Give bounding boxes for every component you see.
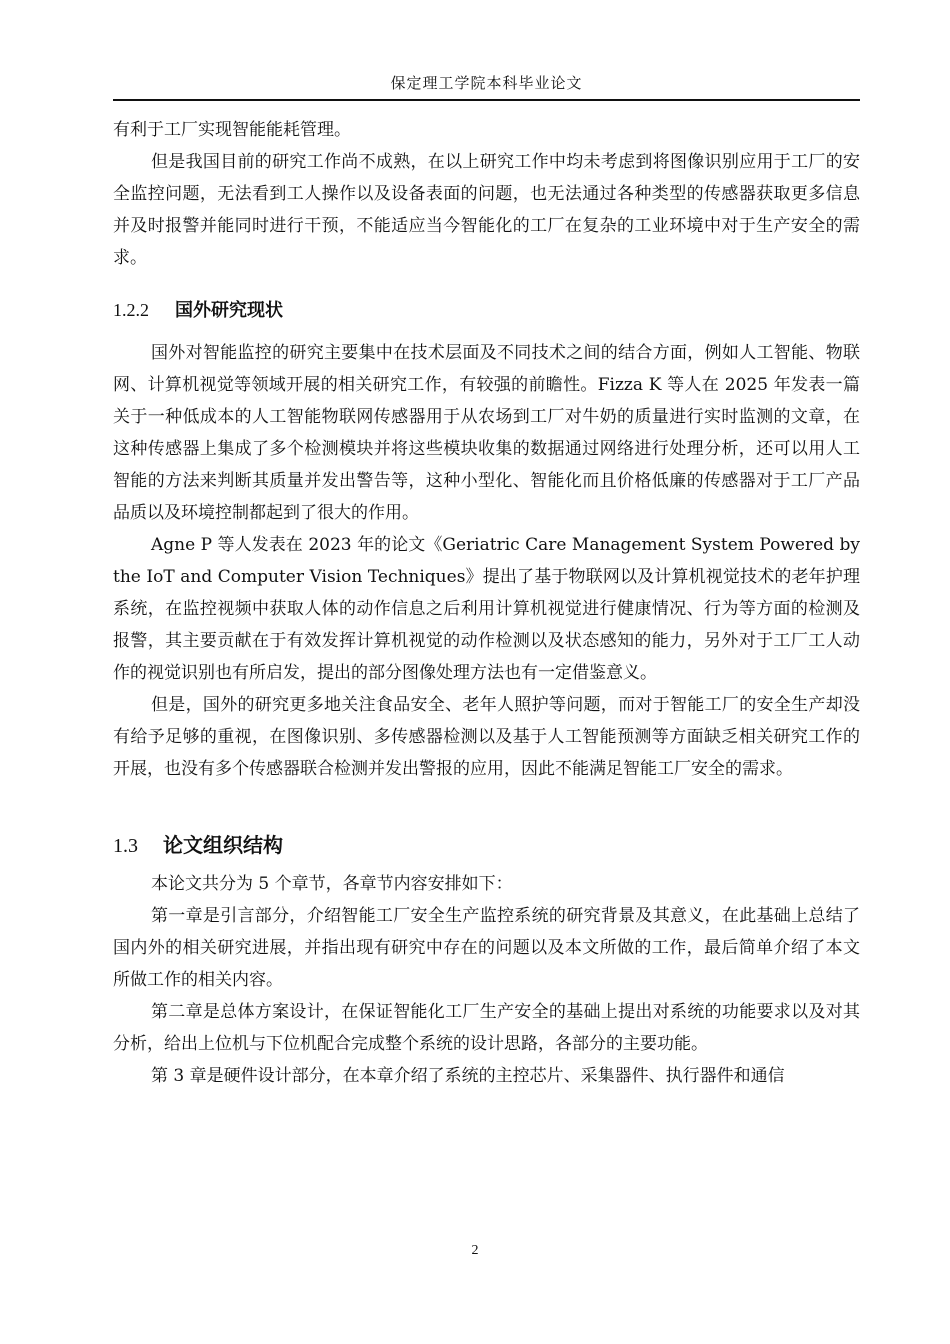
header-rule — [113, 99, 860, 101]
section-title: 论文组织结构 — [163, 833, 283, 857]
section-number: 1.3 — [113, 835, 138, 857]
section-heading-1-2-2 — [113, 294, 860, 327]
running-header: 保定理工学院本科毕业论文 — [390, 74, 583, 92]
paragraph: 但是我国目前的研究工作尚不成熟，在以上研究工作中均未考虑到将图像识别应用于工厂的安全监控问题，无法看到工人操作以及设备表面的问题，也无法通过各种类型的传感器获取更多信息并及时报警并能同时进行干预，不能适应当今智能化的工厂在复杂的工业环境中对于生产安全的需求。 — [113, 152, 860, 268]
section-title: 国外研究现状 — [175, 300, 283, 321]
paragraph: 有利于工厂实现智能能耗管理。 — [113, 120, 351, 140]
paragraph: 本论文共分为 5 个章节，各章节内容安排如下： — [151, 874, 513, 894]
paragraph: 第二章是总体方案设计，在保证智能化工厂生产安全的基础上提出对系统的功能要求以及对其分析，给出上位机与下位机配合完成整个系统的设计思路，各部分的主要功能。 — [113, 1002, 860, 1054]
page-number: 2 — [471, 1243, 479, 1258]
paragraph: 但是，国外的研究更多地关注食品安全、老年人照护等问题，而对于智能工厂的安全生产却没有给予足够的重视，在图像识别、多传感器检测以及基于人工智能预测等方面缺乏相关研究工作的开展，也没有多个传感器联合检测并发出警报的应用，因此不能满足智能工厂安全的需求。 — [113, 695, 860, 779]
section-heading-1-3 — [113, 829, 860, 862]
paragraph: 第 3 章是硬件设计部分，在本章介绍了系统的主控芯片、采集器件、执行器件和通信 — [151, 1066, 785, 1086]
paragraph: 国外对智能监控的研究主要集中在技术层面及不同技术之间的结合方面，例如人工智能、物联网、计算机视觉等领域开展的相关研究工作，有较强的前瞻性。Fizza K 等人在 2025 年发表一篇关于一种低成本的人工智能物联网传感器用于从农场到工厂对牛奶的质量进行实时监测的文章，在这种传感器上集成了多个检测模块并将这些模块收集的数据通过网络进行处理分析，还可以用人工智能的方法来判断其质量并发出警告等，这种小型化、智能化而且价格低廉的传感器对于工厂产品品质以及环境控制都起到了很大的作用。 — [113, 343, 860, 523]
paragraph: 第一章是引言部分，介绍智能工厂安全生产监控系统的研究背景及其意义，在此基础上总结了国内外的相关研究进展，并指出现有研究中存在的问题以及本文所做的工作，最后简单介绍了本文所做工作的相关内容。 — [113, 906, 860, 990]
section-number: 1.2.2 — [113, 300, 149, 320]
paragraph: Agne P 等人发表在 2023 年的论文《Geriatric Care Management System Powered by the IoT and Computer Vision Techniques》提出了基于物联网以及计算机视觉技术的老年护理系统，在监控视频中获取人体的动作信息之后利用计算机视觉进行健康情况、行为等方面的检测及报警，其主要贡献在于有效发挥计算机视觉的动作检测以及状态感知的能力，另外对于工厂工人动作的视觉识别也有所启发，提出的部分图像处理方法也有一定借鉴意义。 — [113, 535, 860, 683]
page-body — [113, 114, 860, 1092]
